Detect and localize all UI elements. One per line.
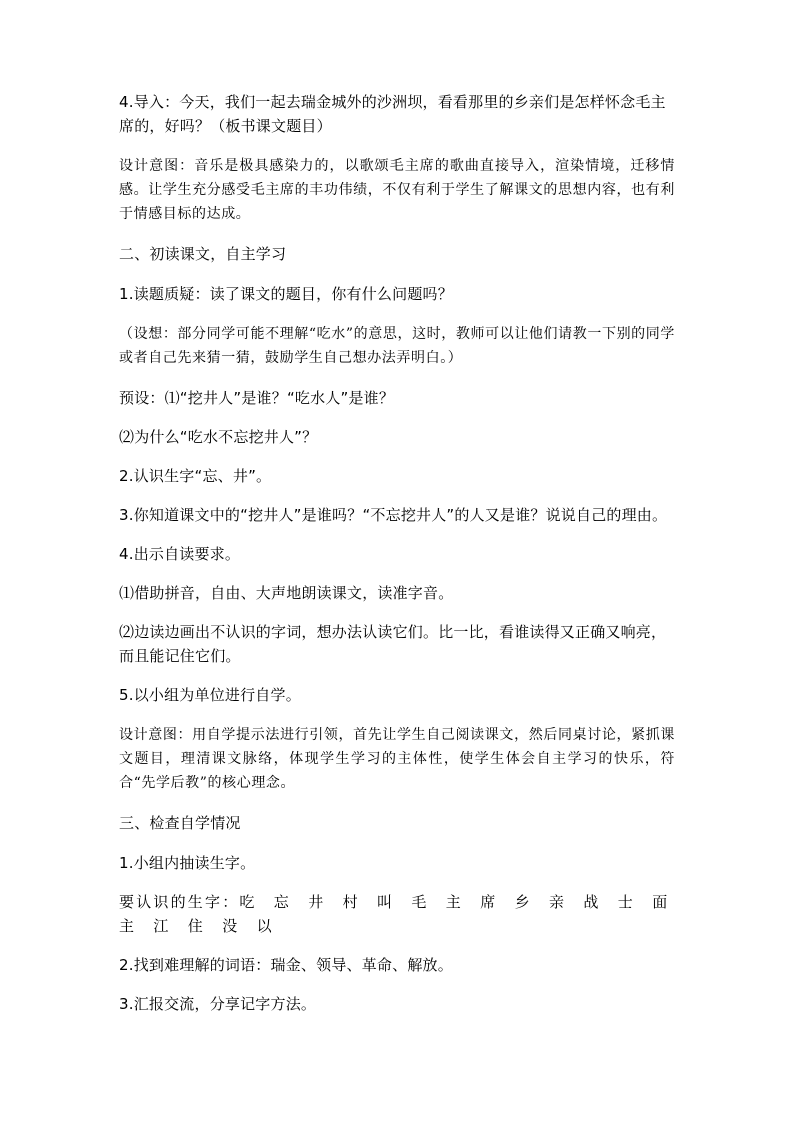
requirement-1: ⑴借助拼音，自由、大声地朗读课文，读准字音。 — [119, 584, 454, 602]
preset-1: 预设：⑴“挖井人”是谁？“吃水人”是谁？ — [119, 389, 395, 407]
section-heading-2: 二、初读课文，自主学习 — [119, 245, 287, 263]
preset-2: ⑵为什么“吃水不忘挖井人”？ — [119, 428, 318, 446]
reading-requirements: 4.出示自读要求。 — [119, 545, 241, 563]
who-digs-well: 3.你知道课文中的“挖井人”是谁吗？“不忘挖井人”的人又是谁？说说自己的理由。 — [119, 506, 668, 524]
character-list: 要认识的生字：吃 忘 井 村 叫 毛 主 席 乡 亲 战 士 面 主 江 住 没 以 — [119, 893, 687, 935]
share-methods: 3.汇报交流，分享记字方法。 — [119, 995, 317, 1013]
intro-paragraph: 4.导入：今天，我们一起去瑞金城外的沙洲坝，看看那里的乡亲们是怎样怀念毛主席的，好吗？（板书课文题目） — [119, 93, 666, 135]
difficult-words: 2.找到难理解的词语：瑞金、领导、革命、解放。 — [119, 956, 453, 974]
group-study: 5.以小组为单位进行自学。 — [119, 686, 301, 704]
group-reading: 1.小组内抽读生字。 — [119, 854, 256, 872]
design-intent-2: 设计意图：用自学提示法进行引领，首先让学生自己阅读课文，然后同桌讨论，紧抓课文题目，理清课文脉络，体现学生学习的主体性，使学生体会自主学习的快乐，符合“先学后教”的核心理念。 — [119, 727, 675, 791]
question-paragraph: 1.读题质疑：读了课文的题目，你有什么问题吗？ — [119, 285, 453, 303]
design-intent-1: 设计意图：音乐是极具感染力的，以歌颂毛主席的歌曲直接导入，渲染情境，迁移情感。让学生充分感受毛主席的丰功伟绩，不仅有利于学生了解课文的思想内容，也有利于情感目标的达成。 — [119, 158, 675, 222]
document-page — [119, 90, 687, 1016]
section-heading-3: 三、检查自学情况 — [119, 814, 241, 832]
assumption-note: （设想：部分同学可能不理解“吃水”的意思，这时，教师可以让他们请教一下别的同学或者自己先来猜一猜，鼓励学生自己想办法弄明白。） — [119, 326, 675, 366]
learn-chars: 2.认识生字“忘、井”。 — [119, 467, 272, 485]
requirement-2: ⑵边读边画出不认识的字词，想办法认读它们。比一比，看谁读得又正确又响亮，而且能记住它们。 — [119, 623, 667, 665]
